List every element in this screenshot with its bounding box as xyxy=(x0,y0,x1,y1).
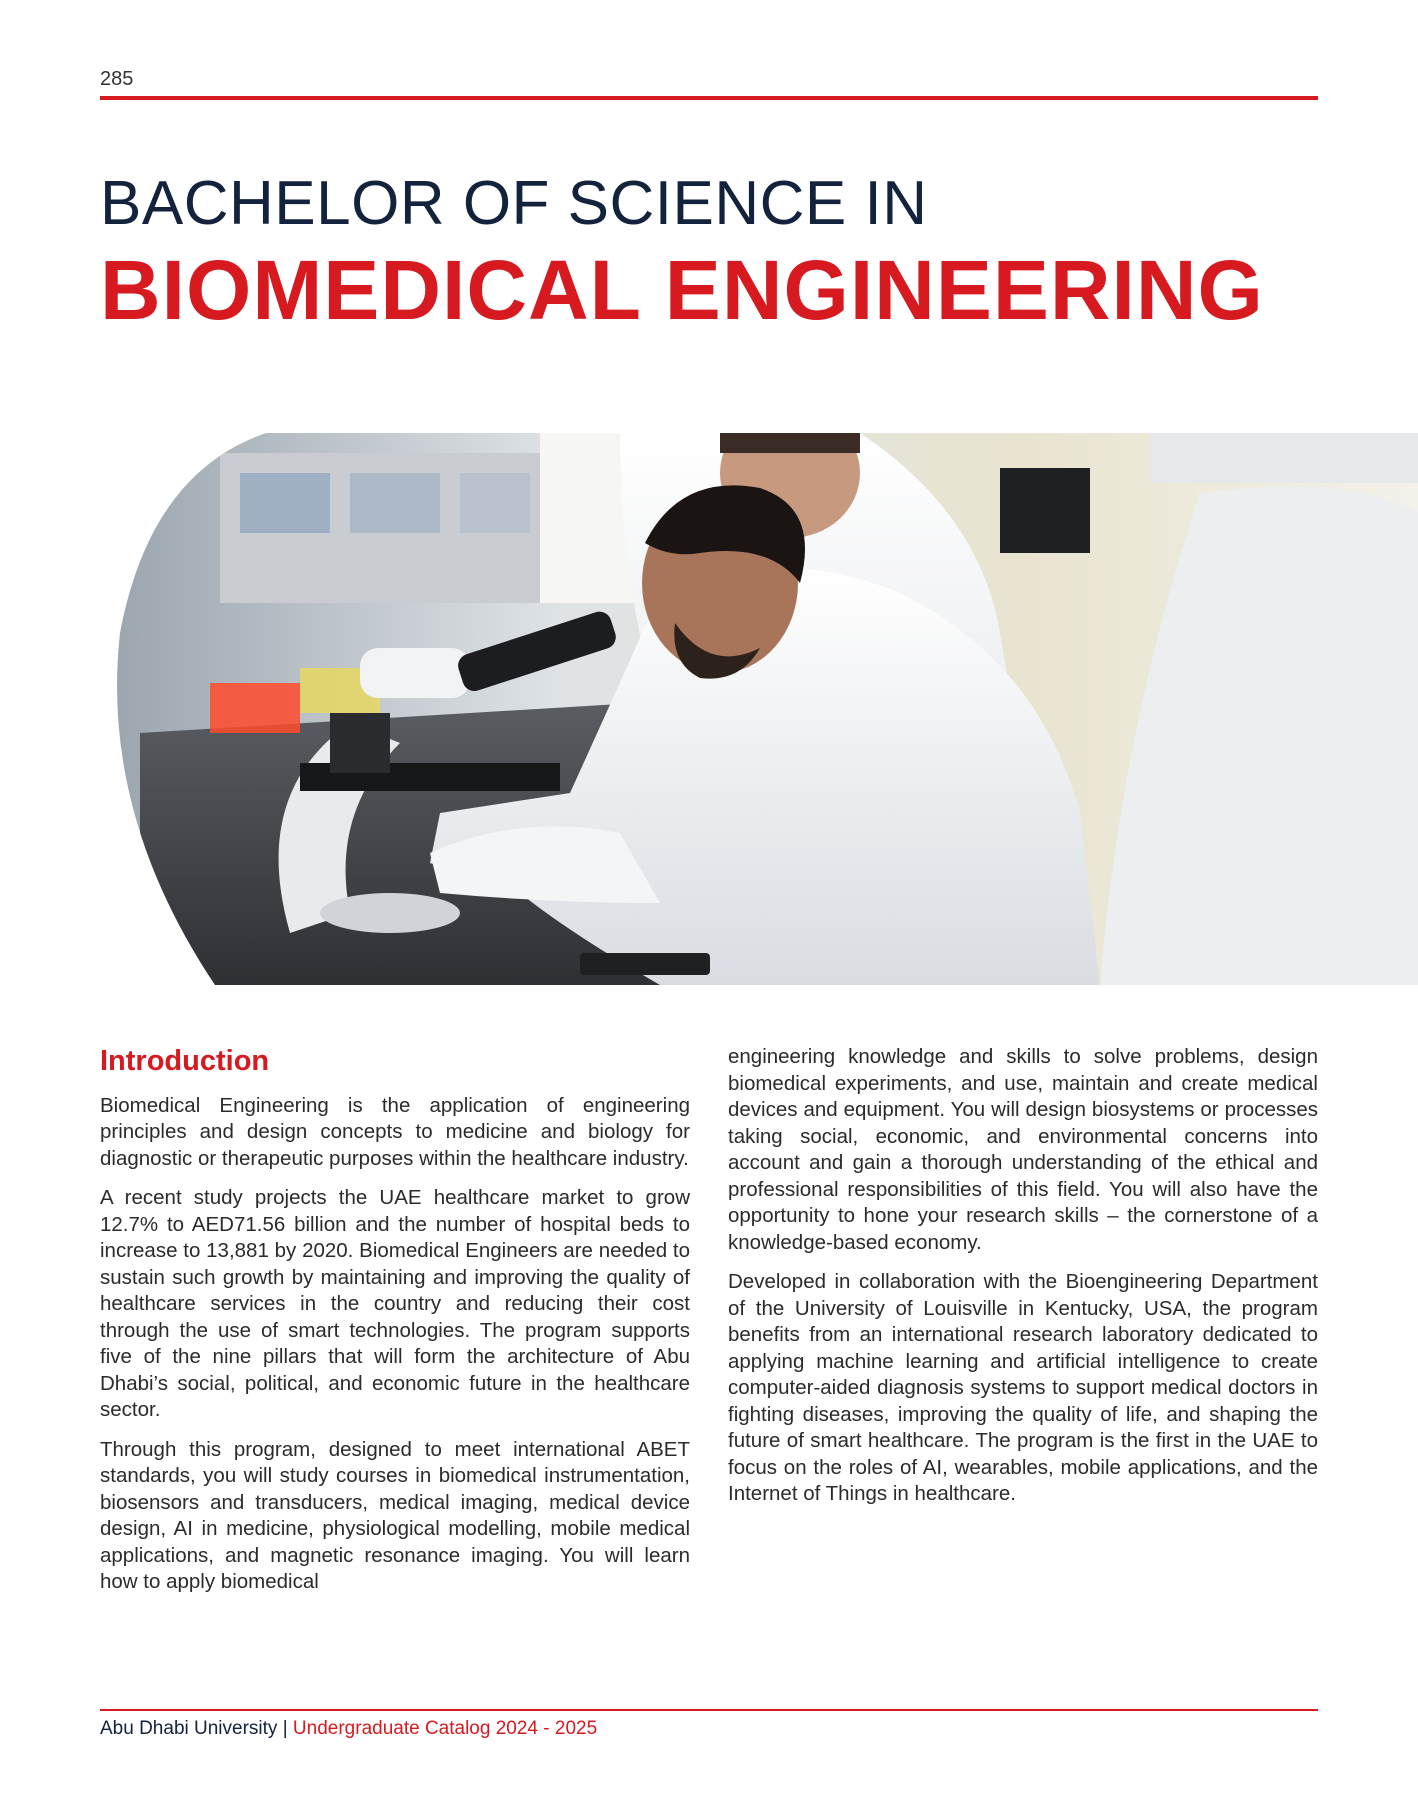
footer-rule xyxy=(100,1709,1318,1711)
intro-paragraph: Through this program, designed to meet international ABET standards, you will study courses in biomedical instrumentation, biosensors and transducers, medical imaging, medical device design, AI in medicine, physiological modelling, mobile medical applications, and magnetic resonance imaging. You will learn how to apply biomedical xyxy=(100,1437,690,1593)
footer-university: Abu Dhabi University xyxy=(100,1718,278,1739)
page-number: 285 xyxy=(100,68,134,90)
intro-left-column xyxy=(100,1040,690,1609)
intro-paragraph: Developed in collaboration with the Bioengineering Department of the University of Louisville in Kentucky, USA, the program benefits from an international research laboratory dedicated to applying machine learning and artificial intelligence to create computer-aided diagnosis systems to support medical doctors in fighting diseases, improving the quality of life, and shaping the future of smart healthcare. The program is the first in the UAE to focus on the roles of AI, wearables, mobile applications, and the Internet of Things in healthcare. xyxy=(728,1270,1318,1505)
intro-paragraph: engineering knowledge and skills to solve problems, design biomedical experiments, and use, maintain and create medical devices and equipment. You will design biosystems or processes taking social, economic, and environmental concerns into account and gain a thorough understanding of the ethical and professional responsibilities of this field. You will also have the opportunity to hone your research skills – the cornerstone of a knowledge-based economy. xyxy=(728,1045,1318,1254)
footer-catalog: Undergraduate Catalog 2024 - 2025 xyxy=(292,1718,598,1739)
footer-separator: | xyxy=(282,1718,288,1739)
intro-right-column xyxy=(728,1044,1318,1521)
intro-paragraph: A recent study projects the UAE healthcare market to grow 12.7% to AED71.56 billion and the number of hospital beds to increase to 13,881 by 2020. Biomedical Engineers are needed to sustain such growth by maintaining and improving the quality of healthcare services in the country and reducing their cost through the use of smart technologies. The program supports five of the nine pillars that will form the architecture of Abu Dhabi’s social, political, and economic future in the healthcare sector. xyxy=(100,1186,690,1421)
intro-heading: Introduction xyxy=(100,1045,270,1077)
hero-lab-photo xyxy=(100,433,1418,985)
footer xyxy=(100,1718,597,1740)
page-title-line1: BACHELOR OF SCIENCE IN xyxy=(100,169,928,238)
intro-paragraph: Biomedical Engineering is the application of engineering principles and design concepts to medicine and biology for diagnostic or therapeutic purposes within the healthcare industry. xyxy=(100,1093,690,1170)
header-rule xyxy=(100,96,1318,100)
page-title-line2: BIOMEDICAL ENGINEERING xyxy=(100,243,1264,337)
